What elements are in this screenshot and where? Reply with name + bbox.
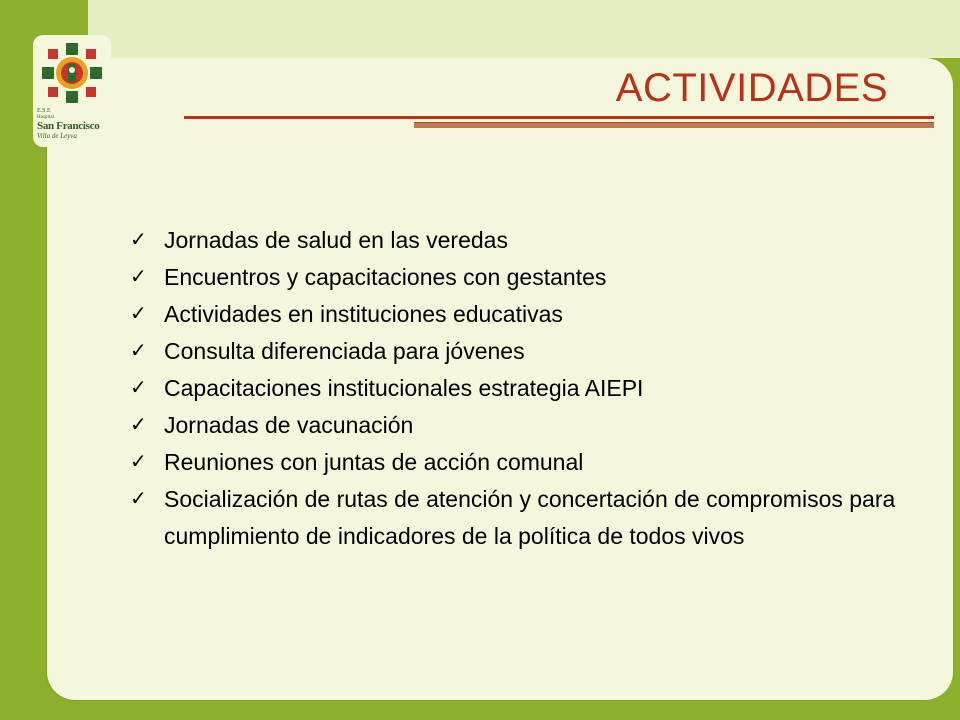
- list-item-text: Encuentros y capacitaciones con gestantes: [164, 264, 607, 290]
- logo-text-name: San Francisco: [37, 120, 100, 132]
- title-underline-secondary: [414, 122, 934, 128]
- logo-text-ese: E.S.E: [37, 108, 51, 114]
- list-item: [130, 444, 920, 481]
- list-item-text: Jornadas de salud en las veredas: [164, 227, 508, 253]
- check-icon: ✓: [130, 229, 147, 251]
- check-icon: ✓: [130, 266, 147, 288]
- slide-title: ACTIVIDADES: [615, 66, 888, 110]
- logo-text-hospital: Hospital: [37, 115, 54, 120]
- list-item-text: Consulta diferenciada para jóvenes: [164, 338, 525, 364]
- check-icon: ✓: [130, 451, 147, 473]
- title-underline-primary: [184, 116, 934, 119]
- check-icon: ✓: [130, 303, 147, 325]
- list-item: [130, 370, 920, 407]
- list-item: [130, 481, 920, 555]
- check-icon: ✓: [130, 340, 147, 362]
- list-item: [130, 296, 920, 333]
- list-item: [130, 407, 920, 444]
- top-band: [88, 0, 960, 58]
- list-item: [130, 259, 920, 296]
- logo-text-location: Villa de Leyva: [37, 132, 77, 140]
- activities-list: [130, 222, 920, 555]
- list-item: [130, 333, 920, 370]
- check-icon: ✓: [130, 414, 147, 436]
- list-item: [130, 222, 920, 259]
- list-item-text: Jornadas de vacunación: [164, 412, 414, 438]
- list-item-text: Actividades en instituciones educativas: [164, 301, 563, 327]
- list-item-text: Capacitaciones institucionales estrategia AIEPI: [164, 375, 644, 401]
- list-item-text: Reuniones con juntas de acción comunal: [164, 449, 584, 475]
- check-icon: ✓: [130, 488, 147, 510]
- hospital-logo: [33, 35, 111, 147]
- list-item-text: Socialización de rutas de atención y concertación de compromisos para cumplimiento de indicadores de la política de todos vivos: [164, 486, 896, 549]
- check-icon: ✓: [130, 377, 147, 399]
